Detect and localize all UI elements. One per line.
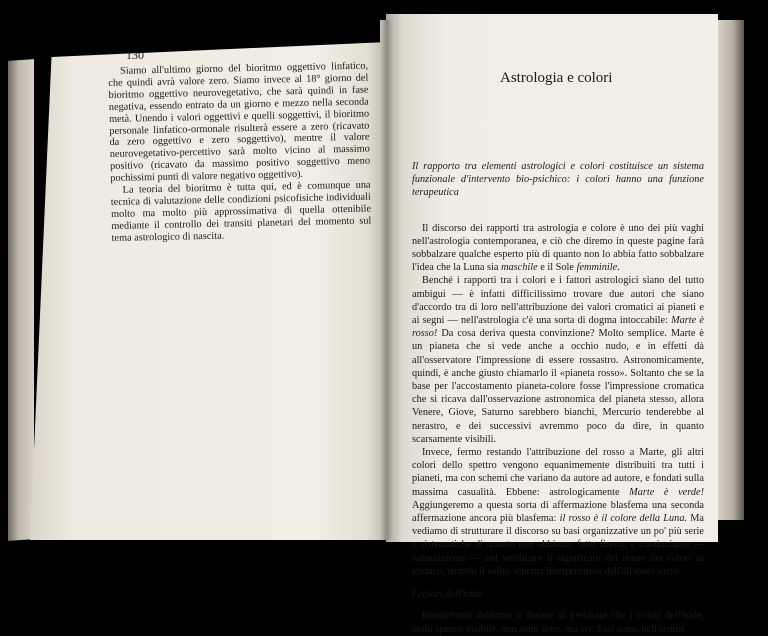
right-page-edges — [716, 20, 744, 520]
paragraph: Innanzitutto abbiamo il dovere di precisare che i colori dell'iride, dello spettro visibile, non sono sette, ma sei. Essi sono, nell'ordine, — [412, 610, 704, 635]
section-subheading: I colori dell'iride — [412, 589, 483, 601]
paragraph: Il discorso dei rapporti tra astrologia e colore è uno dei più vaghi nell'astrologia contemporanea, e ciò che diremo in queste pagine farà sobbalzare qualche esperto più di quanto non lo abbia fatto sobbalzare l'idea che la Luna sia maschile e il Sole femminile. — [412, 222, 704, 274]
left-page-text — [108, 61, 372, 245]
book-gutter — [380, 20, 394, 540]
left-page-edges — [8, 59, 34, 541]
paragraph: La teoria del bioritmo è tutta qui, ed è comunque una tecnica di valutazione delle condizioni psicofisiche individuali molto ma molto più approssimativa di quella ottenibile mediante il controllo dei transiti planetari del momento sul tema astrologico di nascita. — [110, 179, 372, 244]
chapter-intro: Il rapporto tra elementi astrologici e colori costituisce un sistema funzionale d'intervento bio-psichico: i colori hanno una funzione terapeutica — [412, 161, 704, 199]
paragraph: Siamo all'ultimo giorno del bioritmo oggettivo linfatico, che quindi avrà valore zero. Siamo invece al 18° giorno del bioritmo oggettivo neurovegetativo, che sarà quindi in fase negativa, essendo entrato da un giorno e mezzo nella seconda metà. Unendo i valori oggettivi e quelli soggettivi, il bioritmo personale linfatico-ormonale risulterà essere a zero (ricavato da zero oggettivo e zero soggettivo), mentre il valore neurovegetativo-percettivo sarà molto vicino al massimo positivo (ricavato da massimo positivo soggettivo meno pochissimi punti di valore negativo oggettivo). — [108, 60, 371, 185]
chapter-heading: Astrologia e colori — [500, 70, 613, 86]
right-page-text — [412, 160, 704, 636]
paragraph: Benché i rapporti tra i colori e i fattori astrologici siano del tutto ambigui — è infatti difficilissimo trovare due autori che siano d'accordo tra di loro nell'attribuzione dei valori cromatici ai pianeti e ai segni — nell'astrologia c'è una sorta di dogma intoccabile: Marte è rosso! Da cosa deriva questa convinzione? Molto semplice. Marte è un pianeta che si vede anche a occhio nudo, e in effetti dà all'osservatore l'impressione di essere rossastro. Astronomicamente, quindi, è anche giusto chiamarlo il «pianeta rosso». Soltanto che se la base per l'accostamento pianeta-colore fosse l'impressione cromatica che si ricava dall'osservazione astronomica del pianeta stesso, allora Venere, Giove, Saturno sarebbero bianchi, Mercurio tenderebbe al nerastro, e dei successivi avremmo poco da dire, in quanto scarsamente visibili. — [412, 275, 704, 445]
paragraph: Invece, fermo restando l'attribuzione del rosso a Marte, gli altri colori dello spettro vengono equanimemente distribuiti tra tutti i pianeti, ma con schemi che variano da autore ad autore, e fondati sulla massima casualità. Ebbene: astrologicamente Marte è verde! Aggiungeremo a questa sorta di affermazione blasfema una seconda affermazione ancora più blasfema: il rosso è il colore della Luna. Ma vediamo di strutturare il discorso su basi organizzative un po' più serie e sistematiche di quanto non abbiamo fatto finora, e cominciamo — naturalmente — col verificare il significato del nome dei colori in ebraico, usando il solito schema interpretativo dell'alfabeto sacro. — [412, 447, 705, 577]
page-number: 130 — [126, 48, 144, 62]
